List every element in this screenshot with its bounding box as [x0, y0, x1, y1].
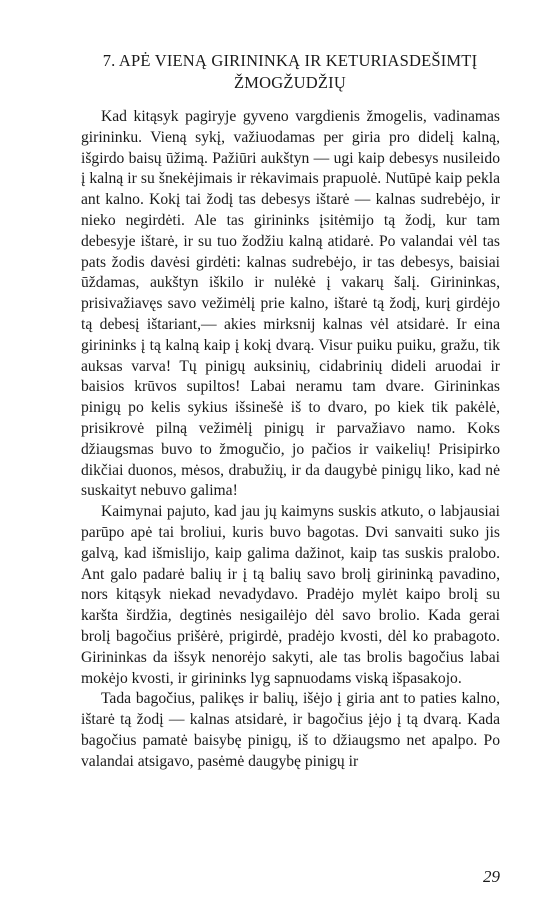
- chapter-title: [60, 50, 520, 94]
- paragraph-3: Tada bagočius, palikęs ir balių, išėjo į giria ant to paties kalno, ištarė tą žodį — kalnas atsidarė, ir bagočius įėjo į tą dvarą. Kada bagočius pamatė baisybę pinigų, iš to džiaugsmo net apalpo. Po valandai atsigavo, pasėmė daugybę pinigų ir: [81, 690, 500, 770]
- chapter-title-line-1: 7. APĖ VIENĄ GIRININKĄ IR KETURIASDEŠIMTĮ: [102, 51, 478, 70]
- chapter-title-line-2: ŽMOGŽUDŽIŲ: [234, 73, 346, 92]
- paragraph-2: Kaimynai pajuto, kad jau jų kaimyns suskis atkuto, o labjausiai parūpo apė tai broliui, kuris buvo bagotas. Dvi sanvaiti suko jis galvą, kad išmislijo, kaip galima dažinot, kaip tas suskis pralobo. Ant galo padarė balių ir į tą balių savo brolį girininką pavadino, nors kitąsyk niekad nevadydavo. Pradėjo mylėt kaipo brolį su karšta širdžia, degtinės nesigailėjo dėl savo brolio. Kada gerai brolį bagočius prišėrė, prigirdė, pradėjo kvosti, dėl ko prabagoto. Girininkas da išsyk nenorėjo sakyti, ale tas brolis bagočius labai mokėjo kvosti, ir girininks lyg sapnuodams viską išpasakojo.: [81, 503, 500, 687]
- paragraph-1: Kad kitąsyk pagiryje gyveno vargdienis žmogelis, vadinamas girininku. Vieną sykį, važiuodamas per giria pro didelį kalną, išgirdo baisų ūžimą. Pažiūri aukštyn — ugi kaip debesys nusileido į kalną ir su šnekėjimais ir rėkavimais prapuolė. Nutūpė kaip pekla ant kalno. Kokį tai žodį tas debesys ištarė — kalnas sudrebėjo, ir nieko negirdėti. Ale tas girininks įsitėmijo tą žodį, kur tam debesyje ištarė, ir su tuo žodžiu kalną atidarė. Po valandai vėl tas pats žodis davėsi girdėti: kalnas sudrebėjo, ir tas debesys, baisiai ūždamas, aukštyn iškilo ir nulėkė į vakarų šalį. Girininkas, prisivažiavęs savo vežimėlį prie kalno, ištarė tą žodį, kurį girdėjo tą debesį ištariant,— akies mirksnij kalnas vėl atsidarė. Ir eina girininks į tą kalną kaip į kokį dvarą. Visur puiku puiku, gražu, tik auksas varva! Tų pinigų auksinių, cidabrinių dideli aruodai ir baisios krūvos supiltos! Labai neramu tam dvare. Girininkas pinigų po kelis sykius išsinešė iš to dvaro, po kiek tik pakėlė, prisikrovė pilną vežimėlį pinigų ir parvažiavo namo. Koks džiaugsmas buvo to žmogučio, jo pačios ir vaikelių! Prisipirko dikčiai duonos, mėsos, drabužių, ir da daugybė pinigų liko, kad nė suskaityt nebuvo galima!: [81, 108, 500, 500]
- page-number: 29: [483, 867, 500, 886]
- chapter-body: [81, 107, 500, 773]
